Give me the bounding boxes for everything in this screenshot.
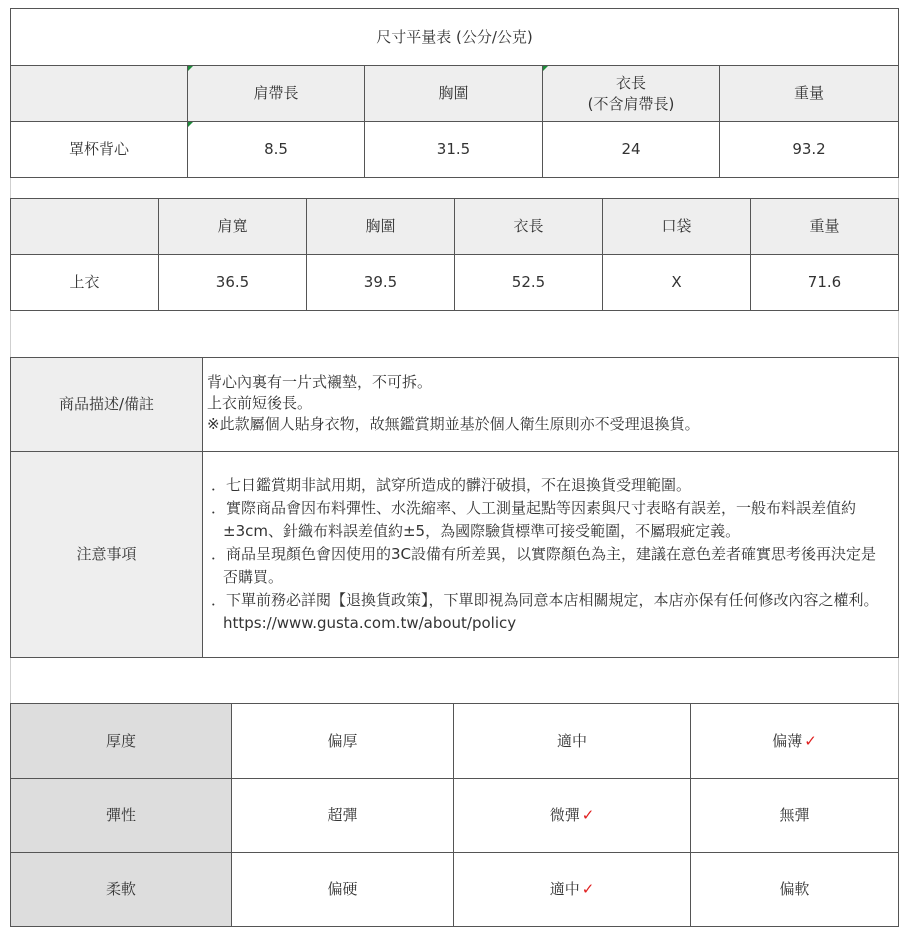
feel-option: 偏軟 [691,853,899,927]
header-length: 衣長 [455,199,603,255]
header-strap-length: 肩帶長 [188,66,365,122]
feel-row-thickness [11,704,899,779]
description-line: 背心內裏有一片式襯墊，不可拆。 [207,373,433,391]
check-icon: ✓ [581,806,595,824]
bra-size-table [10,8,899,178]
cell-shoulder: 36.5 [159,255,307,311]
header-weight: 重量 [751,199,899,255]
info-table [10,357,899,658]
size-table-title: 尺寸平量表 (公分/公克) [11,9,899,66]
header-weight: 重量 [720,66,899,122]
header-bust: 胸圍 [307,199,455,255]
feel-label: 柔軟 [11,853,232,927]
fabric-feel-table [10,703,899,927]
feel-label: 厚度 [11,704,232,779]
notice-item: ．實際商品會因布料彈性、水洗縮率、人工測量起點等因素與尺寸表略有誤差，一般布料誤差值約±3cm、針織布料誤差值約±5，為國際驗貨標準可接受範圍，不屬瑕疵定義。 [211,499,857,540]
notice-item: ．商品呈現顏色會因使用的3C設備有所差異，以實際顏色為主，建議在意色差者確實思考後再決定是否購買。 [211,545,877,586]
description-line: ※此款屬個人貼身衣物，故無鑑賞期並基於個人衛生原則亦不受理退換貨。 [207,415,700,433]
notice-item: ．七日鑑賞期非試用期，試穿所造成的髒汙破損，不在退換貨受理範圍。 [211,476,692,494]
header-empty [11,199,159,255]
feel-option-selected: 適中 ✓ [454,853,691,927]
row-label: 上衣 [11,255,159,311]
feel-row-softness [11,853,899,927]
feel-option: 適中 [454,704,691,779]
feel-label: 彈性 [11,779,232,853]
header-pocket: 口袋 [603,199,751,255]
description-line: 上衣前短後長。 [207,394,313,412]
spacer [10,658,899,703]
header-length-line1: 衣長 [615,73,646,92]
cell-bust: 39.5 [307,255,455,311]
notice-label: 注意事項 [11,452,203,658]
feel-option: 超彈 [232,779,454,853]
row-label: 罩杯背心 [11,122,188,178]
notice-list [203,474,898,635]
feel-row-elasticity [11,779,899,853]
feel-option: 偏厚 [232,704,454,779]
cell-weight: 71.6 [751,255,899,311]
spacer [10,311,899,357]
feel-option-selected: 偏薄 ✓ [691,704,899,779]
notice-content [203,452,899,658]
header-bust: 胸圍 [365,66,543,122]
cell-pocket: X [603,255,751,311]
feel-option-selected: 微彈 ✓ [454,779,691,853]
header-shoulder: 肩寬 [159,199,307,255]
description-label: 商品描述/備註 [11,358,203,452]
cell-weight: 93.2 [720,122,899,178]
header-length [543,66,720,122]
spacer [10,178,899,198]
feel-option: 無彈 [691,779,899,853]
feel-option: 偏硬 [232,853,454,927]
cell-bust: 31.5 [365,122,543,178]
cell-length: 52.5 [455,255,603,311]
cell-length: 24 [543,122,720,178]
notice-item: ．下單前務必詳閱【退換貨政策】，下單即視為同意本店相關規定，本店亦保有任何修改內容之權利。https://www.gusta.com.tw/about/policy [211,591,879,632]
top-size-table [10,198,899,311]
cell-strap-length: 8.5 [188,122,365,178]
check-icon: ✓ [581,880,595,898]
check-icon: ✓ [804,731,817,750]
description-content [203,358,899,452]
header-empty [11,66,188,122]
header-length-line2: (不含肩帶長) [587,94,675,113]
